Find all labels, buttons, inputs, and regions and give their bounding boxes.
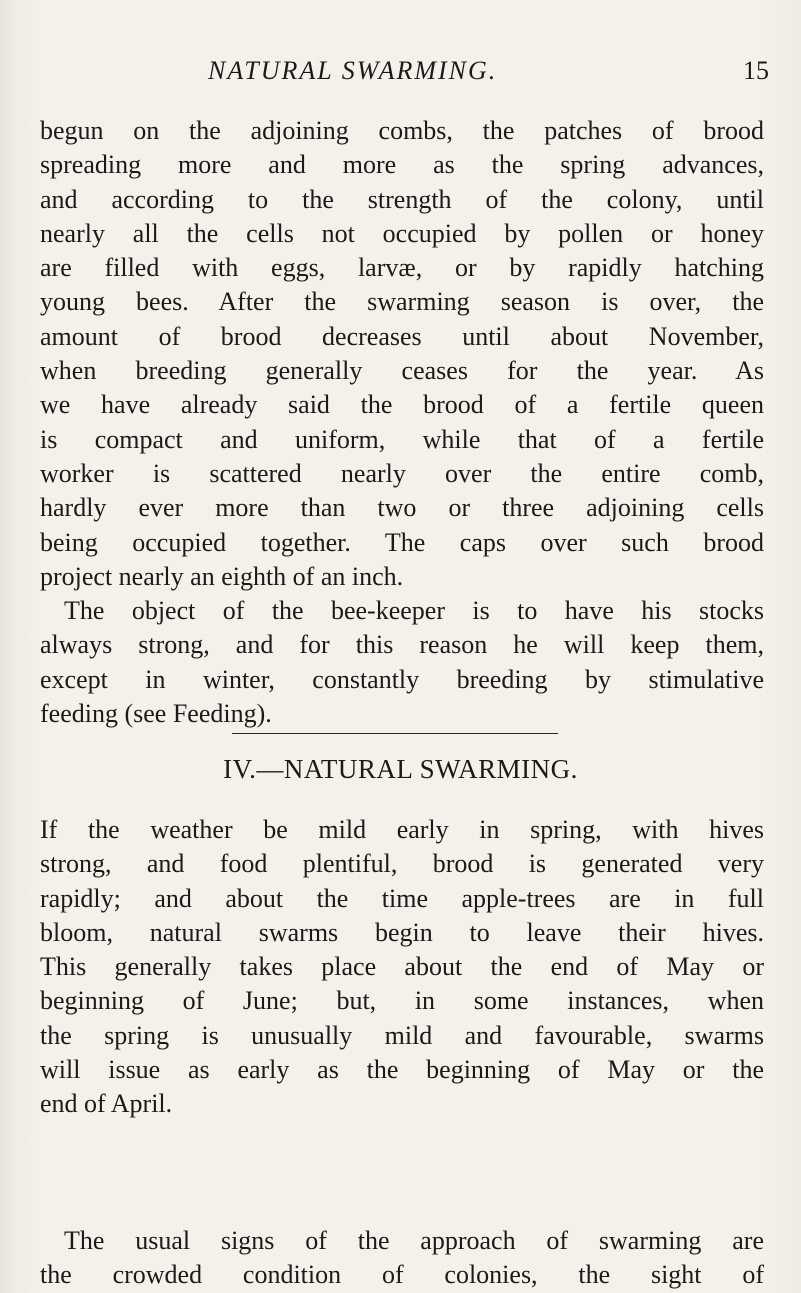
text-line: feeding (see Feeding). — [40, 698, 272, 728]
text-line: nearly all the cells not occupied by pollen or honey — [40, 218, 764, 248]
paragraph-bee-keeper-object — [40, 594, 764, 731]
paragraph-swarm-timing — [40, 813, 764, 1122]
text-line: is compact and uniform, while that of a fertile — [40, 424, 764, 454]
text-line: beginning of June; but, in some instances, when — [40, 986, 764, 1016]
section-heading: IV.—NATURAL SWARMING. — [223, 754, 578, 784]
text-line: being occupied together. The caps over such brood — [40, 527, 764, 557]
text-line: The object of the bee-keeper is to have his stocks — [64, 596, 764, 625]
text-line: are filled with eggs, larvæ, or by rapidly hatching — [40, 253, 764, 283]
text-line: This generally takes place about the end of May or — [40, 952, 764, 982]
page-number: 15 — [743, 56, 769, 85]
text-line: will issue as early as the beginning of May or the — [40, 1055, 764, 1085]
text-line: spreading more and more as the spring advances, — [40, 150, 764, 180]
section-divider — [232, 733, 558, 734]
text-line: hardly ever more than two or three adjoining cells — [40, 493, 764, 523]
text-line: young bees. After the swarming season is over, the — [40, 287, 764, 317]
text-line: project nearly an eighth of an inch. — [40, 561, 404, 591]
text-line: rapidly; and about the time apple-trees are in full — [40, 883, 764, 913]
text-line: the spring is unusually mild and favourable, swarms — [40, 1020, 764, 1050]
text-line: If the weather be mild early in spring, with hives — [40, 815, 764, 844]
text-line: end of April. — [40, 1089, 173, 1119]
running-title: NATURAL SWARMING. — [208, 56, 498, 85]
text-line: worker is scattered nearly over the entire comb, — [40, 458, 764, 488]
text-line: we have already said the brood of a fertile queen — [40, 390, 764, 420]
running-head — [0, 56, 801, 96]
text-line: amount of brood decreases until about November, — [40, 321, 764, 351]
text-line: always strong, and for this reason he will keep them, — [40, 630, 764, 660]
text-line: and according to the strength of the colony, until — [40, 184, 764, 214]
text-line: except in winter, constantly breeding by stimulative — [40, 664, 764, 694]
text-line: strong, and food plentiful, brood is generated very — [40, 849, 764, 879]
paragraph-swarming-signs — [40, 1224, 764, 1293]
text-line: when breeding generally ceases for the year. As — [40, 356, 764, 386]
text-line: bloom, natural swarms begin to leave their hives. — [40, 917, 764, 947]
paragraph-brood-development — [40, 114, 764, 594]
text-line: The usual signs of the approach of swarming are — [64, 1226, 764, 1255]
text-line: begun on the adjoining combs, the patches of brood — [40, 116, 764, 145]
text-line: the crowded condition of colonies, the sight of — [40, 1260, 764, 1290]
